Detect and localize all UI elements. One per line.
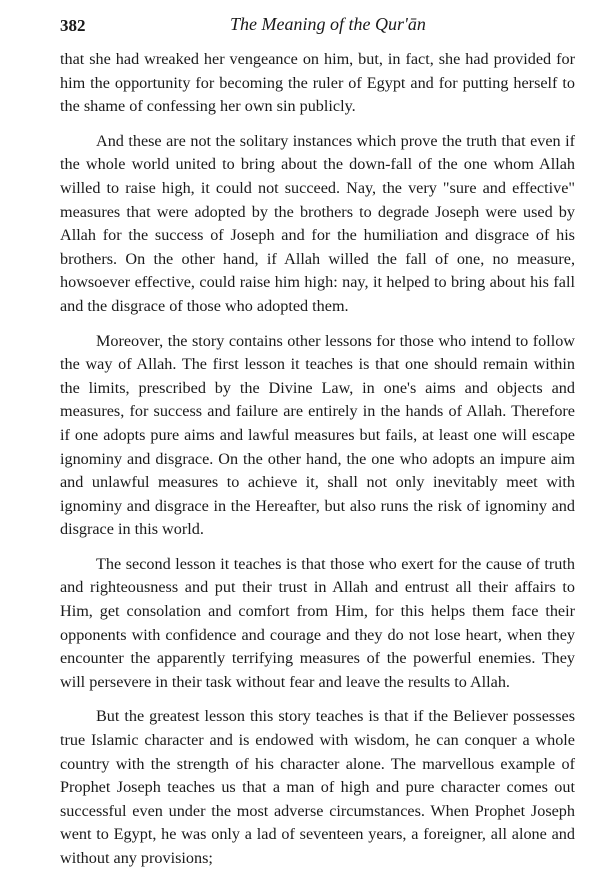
body-text	[60, 48, 575, 871]
book-page	[60, 14, 575, 882]
page-header	[60, 14, 575, 42]
running-head: The Meaning of the Qur'ān	[230, 14, 426, 34]
paragraph: But the greatest lesson this story teaches is that if the Believer possesses true Islamic character and is endowed with wisdom, he can conquer a whole country with the strength of his character alone. The marvellous example of Prophet Joseph teaches us that a man of high and pure character comes out successful even under the most adverse circumstances. When Prophet Joseph went to Egypt, he was only a lad of seventeen years, a foreigner, all alone and without any provisions;	[60, 707, 575, 867]
page-number: 382	[60, 16, 86, 35]
paragraph: The second lesson it teaches is that those who exert for the cause of truth and righteousness and put their trust in Allah and entrust all their affairs to Him, get consolation and comfort from Him, for this helps them face their opponents with confidence and courage and they do not lose heart, when they encounter the apparently terrifying measures of the powerful enemies. They will persevere in their task without fear and leave the results to Allah.	[60, 554, 575, 691]
paragraph: And these are not the solitary instances which prove the truth that even if the whole world united to bring about the down-fall of the one whom Allah willed to raise high, it could not succeed. Nay, the very "sure and effective" measures that were adopted by the brothers to degrade Joseph were used by Allah for the success of Joseph and for the humiliation and disgrace of his brothers. On the other hand, if Allah willed the fall of one, no measure, howsoever effective, could raise him high: nay, it helped to bring about his fall and the disgrace of those who adopted them.	[60, 131, 575, 315]
paragraph: Moreover, the story contains other lessons for those who intend to follow the way of Allah. The first lesson it teaches is that one should remain within the limits, prescribed by the Divine Law, in one's aims and objects and measures, for success and failure are entirely in the hands of Allah. Therefore if one adopts pure aims and lawful measures but fails, at least one will escape ignominy and disgrace. On the other hand, the one who adopts an impure aim and unlawful measures to achieve it, shall not only inevitably meet with ignominy and disgrace in the Hereafter, but also runs the risk of ignominy and disgrace in this world.	[60, 331, 575, 539]
paragraph: that she had wreaked her vengeance on him, but, in fact, she had provided for him the opportunity for becoming the ruler of Egypt and for putting herself to the shame of confessing her own sin publicly.	[60, 50, 575, 116]
